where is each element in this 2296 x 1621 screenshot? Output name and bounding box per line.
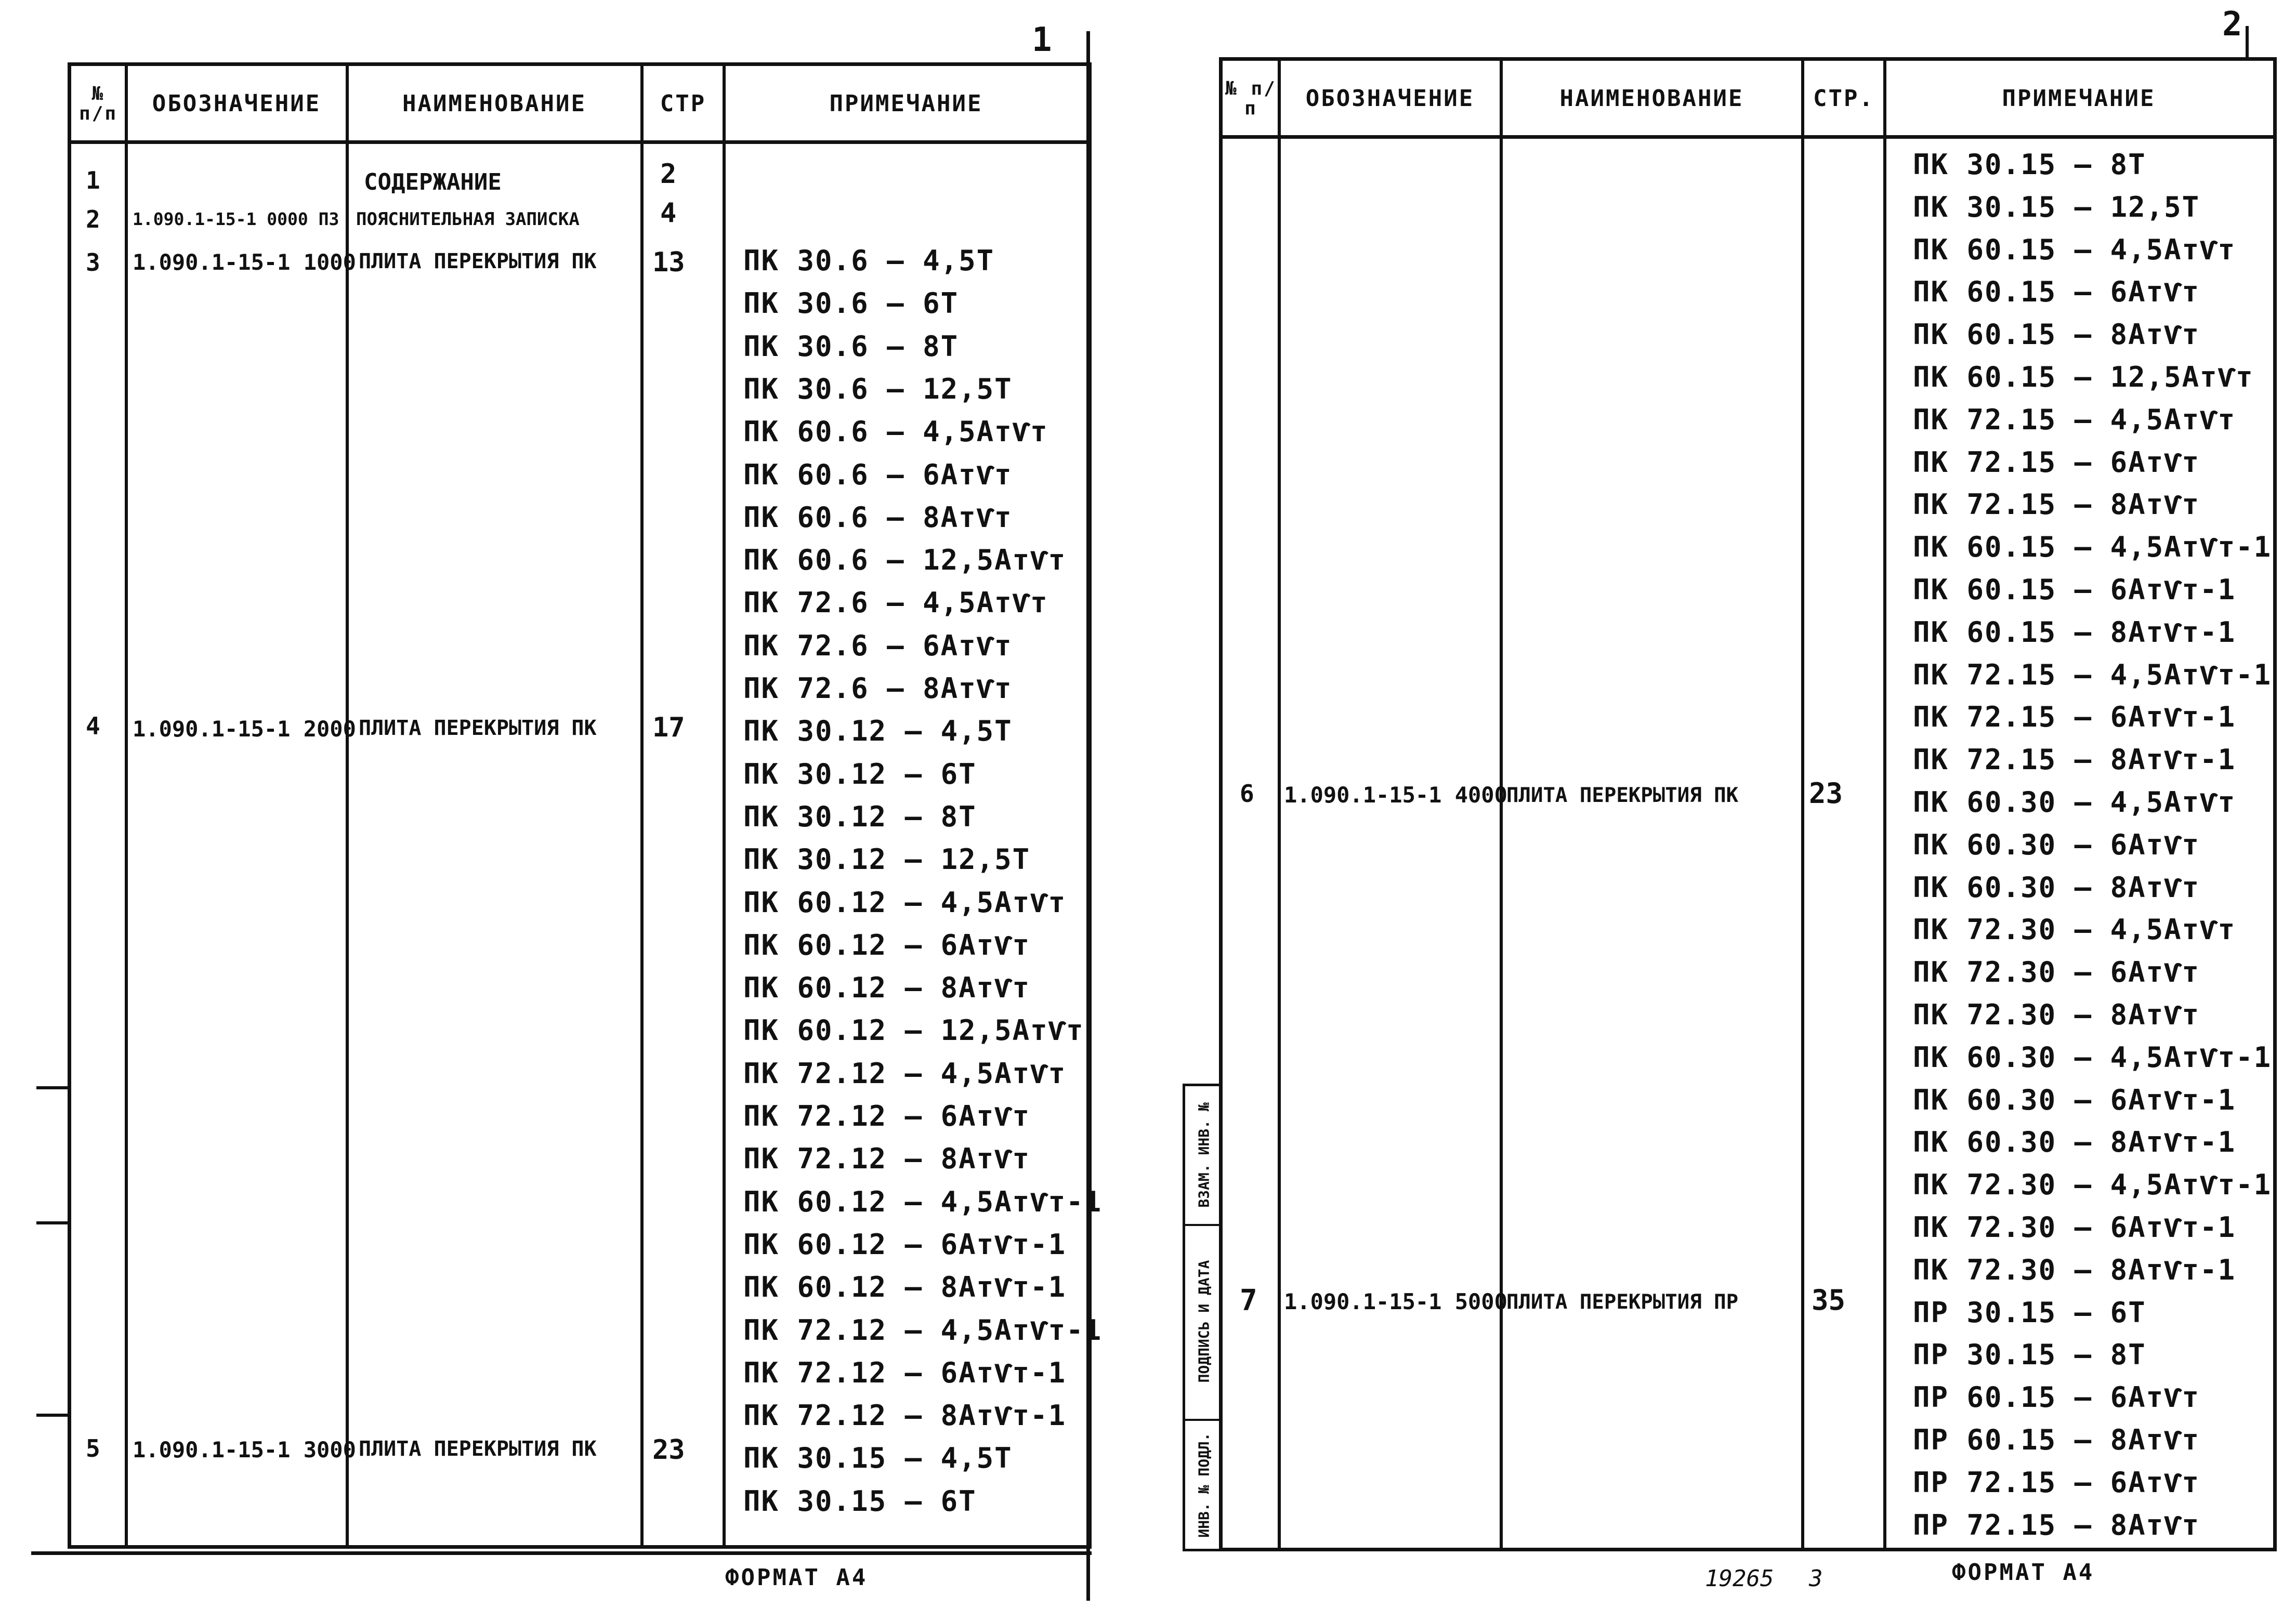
note-line: ПК 60.12 – 6АтѴт: [743, 928, 1031, 961]
page-format: ФОРМАТ А4: [1952, 1559, 2095, 1586]
note-line: ПК 60.6 – 4,5АтѴт: [743, 415, 1048, 449]
note-line: ПК 60.30 – 8АтѴт-1: [1913, 1126, 2236, 1159]
note-line: ПК 30.6 – 8Т: [743, 330, 959, 363]
row-designation: 1.090.1-15-1 4000: [1284, 782, 1507, 808]
note-line: ПР 30.15 – 8Т: [1913, 1338, 2146, 1372]
note-line: ПК 60.15 – 8АтѴт: [1913, 318, 2200, 351]
row-number: 2: [86, 205, 100, 233]
left-page: [0, 0, 1133, 1621]
row-name: ПЛИТА ПЕРЕКРЫТИЯ ПК: [359, 716, 597, 740]
note-line: ПК 72.12 – 4,5АтѴт-1: [743, 1313, 1103, 1347]
header-note: ПРИМЕЧАНИЕ: [829, 90, 983, 117]
note-line: ПК 72.30 – 6АтѴт-1: [1913, 1211, 2236, 1244]
note-line: ПР 60.15 – 8АтѴт: [1913, 1424, 2200, 1456]
row-number: 6: [1240, 780, 1254, 808]
header-page: СТР.: [1813, 85, 1874, 112]
note-line: ПК 72.12 – 8АтѴт-1: [743, 1399, 1067, 1432]
note-line: ПК 60.15 – 8АтѴт-1: [1913, 615, 2236, 649]
note-line: ПК 30.12 – 8Т: [743, 800, 977, 833]
row-number: 1: [86, 166, 100, 194]
note-line: ПК 30.15 – 6Т: [743, 1484, 977, 1518]
note-line: ПК 30.6 – 6Т: [743, 287, 959, 320]
note-line: ПК 60.15 – 6АтѴт-1: [1913, 573, 2236, 606]
note-line: ПК 30.6 – 12,5Т: [743, 372, 1013, 405]
note-line: ПК 60.15 – 6АтѴт: [1913, 275, 2200, 309]
note-line: ПК 72.15 – 6АтѴт-1: [1913, 701, 2236, 734]
row-page: 23: [652, 1434, 685, 1466]
row-designation: 1.090.1-15-1 3000: [133, 1437, 356, 1462]
note-line: ПР 72.15 – 8АтѴт: [1913, 1508, 2200, 1541]
note-line: ПК 60.12 – 4,5АтѴт-1: [743, 1185, 1103, 1218]
note-line: ПК 72.30 – 8АтѴт-1: [1913, 1253, 2236, 1286]
page-number: 2: [2222, 5, 2242, 44]
header-name: НАИМЕНОВАНИЕ: [1559, 85, 1744, 112]
row-name: ПЛИТА ПЕРЕКРЫТИЯ ПК: [1506, 784, 1739, 807]
note-line: ПК 60.30 – 4,5АтѴт: [1913, 786, 2236, 819]
row-page: 4: [660, 197, 677, 229]
note-line: ПК 60.15 – 4,5АтѴт-1: [1913, 531, 2272, 564]
row-page: 2: [660, 159, 677, 190]
note-line: ПР 60.15 – 6АтѴт: [1913, 1381, 2200, 1414]
row-page: 13: [652, 247, 685, 278]
right-page: [1133, 0, 2296, 1621]
row-name: ПОЯСНИТЕЛЬНАЯ ЗАПИСКА: [356, 209, 580, 230]
row-name: СОДЕРЖАНИЕ: [364, 169, 502, 195]
header-page: СТР: [660, 90, 706, 117]
stamp-cell-replacement: ВЗАМ. ИНВ. №: [1185, 1086, 1223, 1226]
note-line: ПК 60.30 – 4,5АтѴт-1: [1913, 1040, 2272, 1074]
stamp-cell-signature: ПОДПИСЬ И ДАТА: [1185, 1224, 1223, 1421]
note-line: ПК 72.12 – 8АтѴт: [743, 1142, 1031, 1176]
header-name: НАИМЕНОВАНИЕ: [402, 90, 586, 117]
row-designation: 1.090.1-15-1 1000: [133, 249, 356, 275]
note-line: ПК 72.15 – 6АтѴт: [1913, 445, 2200, 479]
note-line: ПК 60.15 – 12,5АтѴт: [1913, 361, 2254, 393]
note-line: ПК 60.12 – 4,5АтѴт: [743, 886, 1067, 919]
note-line: ПК 60.12 – 12,5АтѴт: [743, 1014, 1084, 1047]
note-line: ПК 72.15 – 8АтѴт: [1913, 488, 2200, 521]
note-line: ПК 60.6 – 12,5АтѴт: [743, 544, 1067, 577]
note-line: ПК 30.6 – 4,5Т: [743, 244, 995, 277]
row-page: 23: [1809, 777, 1843, 810]
row-page: 35: [1812, 1284, 1846, 1316]
row-number: 4: [86, 712, 100, 740]
note-line: ПР 72.15 – 6АтѴт: [1913, 1466, 2200, 1499]
row-designation: 1.090.1-15-1 5000: [1284, 1289, 1507, 1314]
note-line: ПК 72.30 – 4,5АтѴт: [1913, 913, 2236, 946]
note-line: ПК 30.12 – 4,5Т: [743, 715, 1013, 748]
row-page: 17: [652, 712, 685, 743]
stamp-cell-original: ИНВ. № ПОДЛ.: [1195, 1432, 1213, 1538]
row-name: ПЛИТА ПЕРЕКРЫТИЯ ПК: [359, 249, 597, 273]
note-line: ПК 60.12 – 6АтѴт-1: [743, 1228, 1067, 1261]
row-designation: 1.090.1-15-1 2000: [133, 716, 356, 742]
side-stamp: [1183, 1084, 1223, 1551]
note-line: ПК 72.30 – 4,5АтѴт-1: [1913, 1168, 2272, 1202]
page-number: 1: [1032, 21, 1052, 59]
note-line: ПК 72.30 – 8АтѴт: [1913, 998, 2200, 1031]
header-number: № п/п: [1225, 78, 1277, 119]
note-line: ПК 72.15 – 4,5АтѴт: [1913, 403, 2236, 436]
note-line: ПК 60.30 – 8АтѴт: [1913, 871, 2200, 904]
header-note: ПРИМЕЧАНИЕ: [2002, 85, 2156, 112]
note-line: ПК 30.15 – 4,5Т: [743, 1442, 1013, 1475]
note-line: ПК 72.6 – 4,5АтѴт: [743, 586, 1048, 620]
note-line: ПК 72.6 – 6АтѴт: [743, 629, 1013, 662]
note-line: ПК 72.12 – 6АтѴт-1: [743, 1356, 1067, 1389]
note-line: ПК 72.15 – 8АтѴт-1: [1913, 743, 2236, 776]
row-number: 3: [86, 248, 100, 276]
header-number: № п/п: [78, 83, 118, 124]
row-name: ПЛИТА ПЕРЕКРЫТИЯ ПК: [359, 1437, 597, 1461]
note-line: ПК 72.12 – 4,5АтѴт: [743, 1057, 1067, 1090]
note-line: ПК 30.15 – 12,5Т: [1913, 190, 2200, 223]
note-line: ПК 60.12 – 8АтѴт-1: [743, 1271, 1067, 1304]
row-number: 7: [1240, 1284, 1257, 1317]
row-designation: 1.090.1-15-1 0000 ПЗ: [133, 209, 339, 229]
note-line: ПК 30.12 – 6Т: [743, 757, 977, 790]
note-line: ПК 30.15 – 8Т: [1913, 148, 2146, 181]
note-line: ПК 30.12 – 12,5Т: [743, 843, 1031, 876]
note-line: ПК 60.30 – 6АтѴт: [1913, 828, 2200, 861]
note-line: ПК 60.30 – 6АтѴт-1: [1913, 1083, 2236, 1116]
note-line: ПК 72.12 – 6АтѴт: [743, 1100, 1031, 1132]
page-format: ФОРМАТ А4: [725, 1564, 868, 1591]
document-code: 19265: [1705, 1565, 1774, 1592]
header-designation: ОБОЗНАЧЕНИЕ: [1305, 85, 1475, 112]
note-line: ПК 60.6 – 8АтѴт: [743, 500, 1013, 534]
header-designation: ОБОЗНАЧЕНИЕ: [152, 90, 321, 117]
row-number: 5: [86, 1434, 100, 1462]
note-line: ПК 60.12 – 8АтѴт: [743, 971, 1031, 1005]
note-line: ПР 30.15 – 6Т: [1913, 1296, 2146, 1329]
note-line: ПК 60.6 – 6АтѴт: [743, 458, 1013, 491]
sheet-number: 3: [1809, 1565, 1823, 1592]
note-line: ПК 60.15 – 4,5АтѴт: [1913, 233, 2236, 266]
row-name: ПЛИТА ПЕРЕКРЫТИЯ ПР: [1506, 1290, 1739, 1314]
note-line: ПК 72.30 – 6АтѴт: [1913, 956, 2200, 989]
note-line: ПК 72.6 – 8АтѴт: [743, 672, 1013, 705]
note-line: ПК 72.15 – 4,5АтѴт-1: [1913, 658, 2272, 691]
